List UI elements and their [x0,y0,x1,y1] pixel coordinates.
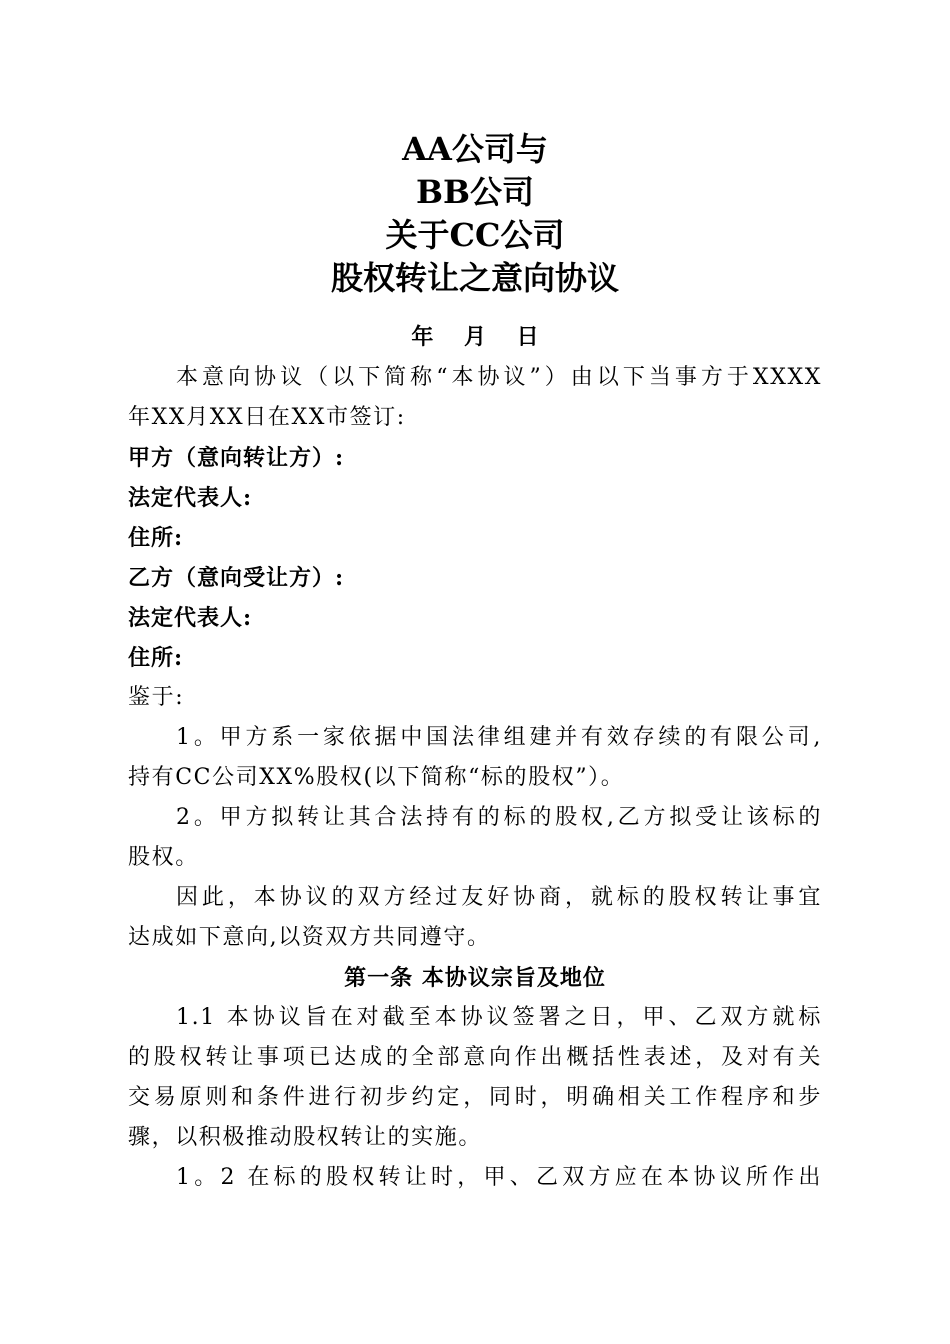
party-b-address: 住所: [128,645,184,671]
title-line-2: BB公司 [415,173,535,211]
clause-1-1-line-3: 交易原则和条件进行初步约定，同时，明确相关工作程序和步 [128,1085,822,1110]
clause-1-2-line-1: 1。2 在标的股权转让时，甲、乙双方应在本协议所作出 [176,1165,822,1190]
therefore-line-2: 达成如下意向,以资双方共同遵守。 [128,925,491,950]
party-b-representative: 法定代表人: [128,605,253,631]
clause-1-1-line-1: 1.1 本协议旨在对截至本协议签署之日，甲、乙双方就标 [176,1005,822,1030]
party-a-representative: 法定代表人: [128,485,253,511]
document-title [0,128,950,300]
title-line-1: AA公司与 [402,130,548,168]
party-a-address: 住所: [128,525,184,551]
document-body [128,358,822,1198]
clause-1-1-line-2: 的股权转让事项已达成的全部意向作出概括性表述，及对有关 [128,1045,822,1070]
whereas-label: 鉴于: [128,685,185,710]
article-1-heading: 第一条 本协议宗旨及地位 [344,965,606,991]
title-line-4: 股权转让之意向协议 [330,259,619,297]
clause-1-1-line-4: 骤，以积极推动股权转让的实施。 [128,1125,483,1150]
date-line: 年 月 日 [411,324,539,350]
party-b-label: 乙方（意向受让方）: [128,565,345,591]
intro-line-1: 本意向协议（以下简称“本协议”）由以下当事方于XXXX [176,365,822,390]
title-line-3: 关于CC公司 [385,216,565,254]
therefore-line-1: 因此，本协议的双方经过友好协商，就标的股权转让事宜 [176,885,822,910]
whereas-item-2-line-2: 股权。 [128,845,199,870]
whereas-item-1-line-2: 持有CC公司XX%股权(以下简称“标的股权”）。 [128,765,625,790]
whereas-item-2-line-1: 2。甲方拟转让其合法持有的标的股权,乙方拟受让该标的 [176,805,822,830]
party-a-label: 甲方（意向转让方）: [128,445,345,471]
whereas-item-1-line-1: 1。甲方系一家依据中国法律组建并有效存续的有限公司, [176,725,822,750]
intro-line-2: 年XX月XX日在XX市签订: [128,405,406,430]
